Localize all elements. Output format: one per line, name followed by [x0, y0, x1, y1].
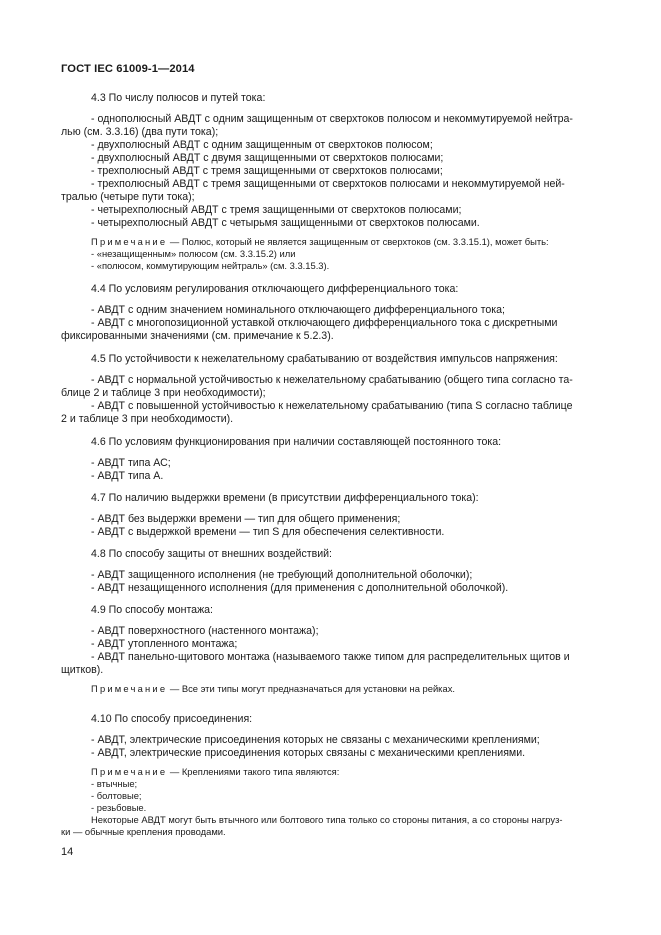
- section-4-9-title: 4.9 По способу монтажа:: [91, 604, 213, 616]
- note: [91, 683, 455, 696]
- note-paragraph: Некоторые АВДТ могут быть втычного или болтового типа только со стороны питания, а со стороны нагруз-: [91, 814, 563, 825]
- note-item: - «полюсом, коммутирующим нейтраль» (см. 3.3.15.3).: [91, 260, 330, 271]
- list-item-cont: 2 и таблице 3 при необходимости).: [61, 413, 234, 425]
- section-4-8-title: 4.8 По способу защиты от внешних воздействий:: [91, 548, 333, 560]
- list-item: - АВДТ с нормальной устойчивостью к нежелательному срабатыванию (общего типа согласно та-: [91, 374, 573, 386]
- section-4-3-title: 4.3 По числу полюсов и путей тока:: [91, 92, 266, 104]
- list-item: - АВДТ типа АС;: [91, 457, 171, 469]
- note-text: — Все эти типы могут предназначаться для установки на рейках.: [167, 683, 455, 694]
- list-item: - АВДТ поверхностного (настенного монтажа);: [91, 625, 319, 637]
- list-item: - трехполюсный АВДТ с тремя защищенными от сверхтоков полюсами;: [91, 165, 443, 177]
- list-item-cont: щитков).: [61, 664, 104, 676]
- note-item: - втычные;: [91, 778, 138, 789]
- list-item-cont: тралью (четыре пути тока);: [61, 191, 195, 203]
- note-text: — Креплениями такого типа являются:: [167, 766, 340, 777]
- page-number: 14: [61, 846, 74, 858]
- list-item-cont: фиксированными значениями (см. примечание к 5.2.3).: [61, 330, 334, 342]
- note: [91, 236, 549, 249]
- list-item: - АВДТ панельно-щитового монтажа (называемого также типом для распределительных щитов и: [91, 651, 570, 663]
- list-item: - АВДТ с выдержкой времени — тип S для обеспечения селективности.: [91, 526, 445, 538]
- note-text: — Полюс, который не является защищенным от сверхтоков (см. 3.3.15.1), может быть:: [167, 236, 549, 247]
- list-item: - четырехполюсный АВДТ с тремя защищенными от сверхтоков полюсами;: [91, 204, 462, 216]
- list-item: - двухполюсный АВДТ с двумя защищенными от сверхтоков полюсами;: [91, 152, 444, 164]
- note-label: Примечание: [91, 683, 168, 694]
- list-item: - АВДТ утопленного монтажа;: [91, 638, 238, 650]
- list-item: - АВДТ с многопозиционной уставкой отключающего дифференциального тока с дискретными: [91, 317, 558, 329]
- note-paragraph-cont: ки — обычные крепления проводами.: [61, 826, 226, 837]
- list-item: - четырехполюсный АВДТ с четырьмя защищенными от сверхтоков полюсами.: [91, 217, 480, 229]
- note: [91, 766, 339, 779]
- note-item: - болтовые;: [91, 790, 142, 801]
- list-item: - трехполюсный АВДТ с тремя защищенными от сверхтоков полюсами и некоммутируемой ней-: [91, 178, 565, 190]
- list-item: - АВДТ, электрические присоединения которых связаны с механическими креплениями.: [91, 747, 526, 759]
- section-4-5-title: 4.5 По устойчивости к нежелательному срабатыванию от воздействия импульсов напряжения:: [91, 353, 558, 365]
- list-item: - АВДТ незащищенного исполнения (для применения с дополнительной оболочкой).: [91, 582, 509, 594]
- list-item-cont: блице 2 и таблице 3 при необходимости);: [61, 387, 266, 399]
- section-4-6-title: 4.6 По условиям функционирования при наличии составляющей постоянного тока:: [91, 436, 502, 448]
- list-item: - АВДТ, электрические присоединения которых не связаны с механическими креплениями;: [91, 734, 540, 746]
- list-item: - АВДТ с повышенной устойчивостью к нежелательному срабатыванию (типа S согласно таблице: [91, 400, 573, 412]
- note-item: - «незащищенным» полюсом (см. 3.3.15.2) или: [91, 248, 296, 259]
- list-item-cont: лью (см. 3.3.16) (два пути тока);: [61, 126, 219, 138]
- list-item: - двухполюсный АВДТ с одним защищенным от сверхтоков полюсом;: [91, 139, 433, 151]
- list-item: - АВДТ защищенного исполнения (не требующий дополнительной оболочки);: [91, 569, 473, 581]
- list-item: - АВДТ без выдержки времени — тип для общего применения;: [91, 513, 401, 525]
- note-label: Примечание: [91, 766, 168, 777]
- note-item: - резьбовые.: [91, 802, 147, 813]
- note-label: Примечание: [91, 236, 168, 247]
- section-4-4-title: 4.4 По условиям регулирования отключающего дифференциального тока:: [91, 283, 459, 295]
- list-item: - АВДТ с одним значением номинального отключающего дифференциального тока;: [91, 304, 505, 316]
- list-item: - однополюсный АВДТ с одним защищенным от сверхтоков полюсом и некоммутируемой нейтра-: [91, 113, 573, 125]
- document-header: ГОСТ IEC 61009-1—2014: [61, 63, 195, 75]
- section-4-7-title: 4.7 По наличию выдержки времени (в присутствии дифференциального тока):: [91, 492, 479, 504]
- list-item: - АВДТ типа А.: [91, 470, 164, 482]
- section-4-10-title: 4.10 По способу присоединения:: [91, 713, 253, 725]
